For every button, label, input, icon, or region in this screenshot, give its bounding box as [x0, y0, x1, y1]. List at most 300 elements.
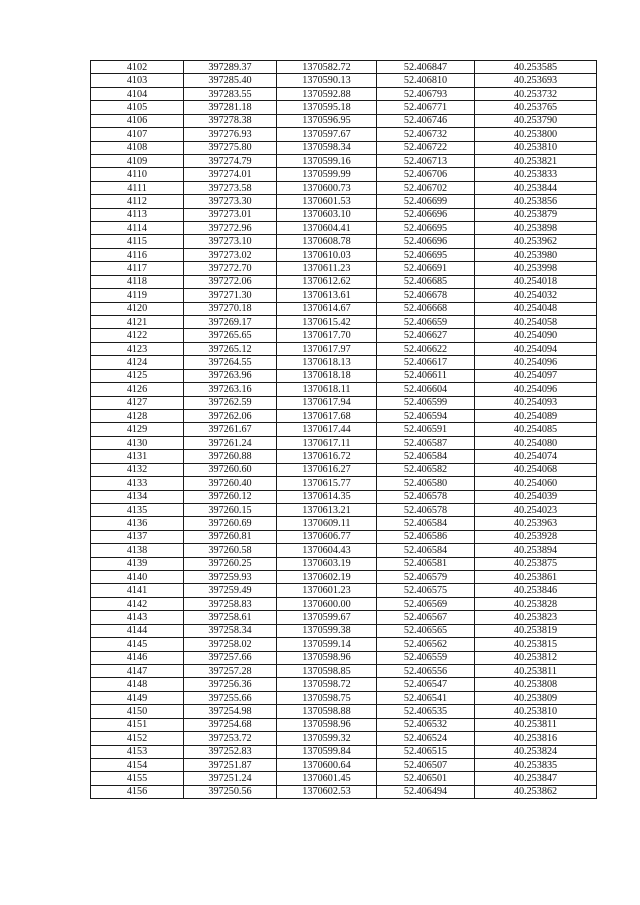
latitude-cell: 52.406678	[377, 289, 475, 302]
longitude-cell: 40.253928	[475, 530, 597, 543]
x-coordinate-cell: 397258.02	[184, 638, 277, 651]
point-number-cell: 4134	[91, 490, 184, 503]
table-row	[91, 87, 597, 100]
x-coordinate-cell: 397256.36	[184, 678, 277, 691]
table-row	[91, 128, 597, 141]
y-coordinate-cell: 1370598.34	[277, 141, 377, 154]
y-coordinate-cell: 1370613.61	[277, 289, 377, 302]
table-row	[91, 718, 597, 731]
longitude-cell: 40.254060	[475, 477, 597, 490]
y-coordinate-cell: 1370615.42	[277, 316, 377, 329]
y-coordinate-cell: 1370616.27	[277, 463, 377, 476]
coordinates-table-body	[91, 61, 597, 799]
latitude-cell: 52.406696	[377, 208, 475, 221]
y-coordinate-cell: 1370599.16	[277, 154, 377, 167]
table-row	[91, 396, 597, 409]
y-coordinate-cell: 1370604.43	[277, 544, 377, 557]
y-coordinate-cell: 1370603.10	[277, 208, 377, 221]
point-number-cell: 4119	[91, 289, 184, 302]
table-row	[91, 342, 597, 355]
x-coordinate-cell: 397251.87	[184, 758, 277, 771]
table-row	[91, 356, 597, 369]
x-coordinate-cell: 397255.66	[184, 691, 277, 704]
point-number-cell: 4152	[91, 732, 184, 745]
longitude-cell: 40.253835	[475, 758, 597, 771]
point-number-cell: 4154	[91, 758, 184, 771]
latitude-cell: 52.406604	[377, 383, 475, 396]
point-number-cell: 4118	[91, 275, 184, 288]
latitude-cell: 52.406584	[377, 450, 475, 463]
table-row	[91, 383, 597, 396]
point-number-cell: 4127	[91, 396, 184, 409]
table-row	[91, 664, 597, 677]
y-coordinate-cell: 1370617.68	[277, 409, 377, 422]
x-coordinate-cell: 397260.81	[184, 530, 277, 543]
longitude-cell: 40.253812	[475, 651, 597, 664]
table-row	[91, 530, 597, 543]
longitude-cell: 40.254068	[475, 463, 597, 476]
longitude-cell: 40.254089	[475, 409, 597, 422]
x-coordinate-cell: 397250.56	[184, 785, 277, 798]
x-coordinate-cell: 397272.06	[184, 275, 277, 288]
x-coordinate-cell: 397273.58	[184, 181, 277, 194]
latitude-cell: 52.406695	[377, 222, 475, 235]
y-coordinate-cell: 1370599.38	[277, 624, 377, 637]
table-row	[91, 450, 597, 463]
x-coordinate-cell: 397272.70	[184, 262, 277, 275]
y-coordinate-cell: 1370616.72	[277, 450, 377, 463]
latitude-cell: 52.406699	[377, 195, 475, 208]
point-number-cell: 4102	[91, 61, 184, 74]
longitude-cell: 40.253816	[475, 732, 597, 745]
x-coordinate-cell: 397273.02	[184, 248, 277, 261]
latitude-cell: 52.406562	[377, 638, 475, 651]
table-row	[91, 409, 597, 422]
table-row	[91, 248, 597, 261]
y-coordinate-cell: 1370592.88	[277, 87, 377, 100]
x-coordinate-cell: 397283.55	[184, 87, 277, 100]
y-coordinate-cell: 1370614.67	[277, 302, 377, 315]
x-coordinate-cell: 397260.40	[184, 477, 277, 490]
x-coordinate-cell: 397261.67	[184, 423, 277, 436]
x-coordinate-cell: 397273.10	[184, 235, 277, 248]
longitude-cell: 40.253879	[475, 208, 597, 221]
y-coordinate-cell: 1370599.32	[277, 732, 377, 745]
latitude-cell: 52.406556	[377, 664, 475, 677]
longitude-cell: 40.254093	[475, 396, 597, 409]
longitude-cell: 40.253980	[475, 248, 597, 261]
x-coordinate-cell: 397274.01	[184, 168, 277, 181]
x-coordinate-cell: 397278.38	[184, 114, 277, 127]
table-row	[91, 208, 597, 221]
longitude-cell: 40.253811	[475, 664, 597, 677]
table-row	[91, 222, 597, 235]
longitude-cell: 40.253846	[475, 584, 597, 597]
y-coordinate-cell: 1370598.88	[277, 705, 377, 718]
point-number-cell: 4150	[91, 705, 184, 718]
point-number-cell: 4109	[91, 154, 184, 167]
point-number-cell: 4106	[91, 114, 184, 127]
table-row	[91, 705, 597, 718]
longitude-cell: 40.253828	[475, 597, 597, 610]
x-coordinate-cell: 397262.06	[184, 409, 277, 422]
table-row	[91, 316, 597, 329]
y-coordinate-cell: 1370617.94	[277, 396, 377, 409]
x-coordinate-cell: 397262.59	[184, 396, 277, 409]
table-row	[91, 275, 597, 288]
longitude-cell: 40.253821	[475, 154, 597, 167]
x-coordinate-cell: 397263.16	[184, 383, 277, 396]
latitude-cell: 52.406847	[377, 61, 475, 74]
longitude-cell: 40.254018	[475, 275, 597, 288]
longitude-cell: 40.253962	[475, 235, 597, 248]
table-row	[91, 235, 597, 248]
table-row	[91, 624, 597, 637]
table-row	[91, 745, 597, 758]
x-coordinate-cell: 397261.24	[184, 436, 277, 449]
latitude-cell: 52.406746	[377, 114, 475, 127]
x-coordinate-cell: 397265.12	[184, 342, 277, 355]
table-row	[91, 463, 597, 476]
table-row	[91, 477, 597, 490]
table-row	[91, 597, 597, 610]
table-row	[91, 785, 597, 798]
y-coordinate-cell: 1370602.53	[277, 785, 377, 798]
y-coordinate-cell: 1370599.67	[277, 611, 377, 624]
latitude-cell: 52.406627	[377, 329, 475, 342]
latitude-cell: 52.406579	[377, 571, 475, 584]
y-coordinate-cell: 1370595.18	[277, 101, 377, 114]
y-coordinate-cell: 1370613.21	[277, 503, 377, 516]
point-number-cell: 4132	[91, 463, 184, 476]
table-row	[91, 758, 597, 771]
x-coordinate-cell: 397281.18	[184, 101, 277, 114]
longitude-cell: 40.253856	[475, 195, 597, 208]
latitude-cell: 52.406584	[377, 517, 475, 530]
point-number-cell: 4129	[91, 423, 184, 436]
latitude-cell: 52.406578	[377, 503, 475, 516]
longitude-cell: 40.253809	[475, 691, 597, 704]
latitude-cell: 52.406501	[377, 772, 475, 785]
table-row	[91, 195, 597, 208]
x-coordinate-cell: 397273.30	[184, 195, 277, 208]
longitude-cell: 40.253847	[475, 772, 597, 785]
latitude-cell: 52.406591	[377, 423, 475, 436]
y-coordinate-cell: 1370598.72	[277, 678, 377, 691]
x-coordinate-cell: 397254.98	[184, 705, 277, 718]
x-coordinate-cell: 397264.55	[184, 356, 277, 369]
latitude-cell: 52.406559	[377, 651, 475, 664]
table-row	[91, 638, 597, 651]
latitude-cell: 52.406586	[377, 530, 475, 543]
point-number-cell: 4151	[91, 718, 184, 731]
longitude-cell: 40.253963	[475, 517, 597, 530]
table-row	[91, 168, 597, 181]
point-number-cell: 4139	[91, 557, 184, 570]
point-number-cell: 4113	[91, 208, 184, 221]
point-number-cell: 4146	[91, 651, 184, 664]
longitude-cell: 40.253823	[475, 611, 597, 624]
x-coordinate-cell: 397273.01	[184, 208, 277, 221]
y-coordinate-cell: 1370598.96	[277, 718, 377, 731]
y-coordinate-cell: 1370618.11	[277, 383, 377, 396]
point-number-cell: 4145	[91, 638, 184, 651]
table-row	[91, 544, 597, 557]
table-row	[91, 691, 597, 704]
table-row	[91, 181, 597, 194]
table-row	[91, 329, 597, 342]
latitude-cell: 52.406584	[377, 544, 475, 557]
longitude-cell: 40.254039	[475, 490, 597, 503]
latitude-cell: 52.406594	[377, 409, 475, 422]
y-coordinate-cell: 1370608.78	[277, 235, 377, 248]
table-row	[91, 772, 597, 785]
longitude-cell: 40.254085	[475, 423, 597, 436]
table-row	[91, 302, 597, 315]
point-number-cell: 4116	[91, 248, 184, 261]
table-row	[91, 289, 597, 302]
point-number-cell: 4155	[91, 772, 184, 785]
latitude-cell: 52.406541	[377, 691, 475, 704]
table-row	[91, 154, 597, 167]
table-row	[91, 611, 597, 624]
latitude-cell: 52.406668	[377, 302, 475, 315]
point-number-cell: 4114	[91, 222, 184, 235]
latitude-cell: 52.406581	[377, 557, 475, 570]
table-row	[91, 678, 597, 691]
latitude-cell: 52.406532	[377, 718, 475, 731]
point-number-cell: 4105	[91, 101, 184, 114]
longitude-cell: 40.253875	[475, 557, 597, 570]
point-number-cell: 4111	[91, 181, 184, 194]
y-coordinate-cell: 1370602.19	[277, 571, 377, 584]
latitude-cell: 52.406535	[377, 705, 475, 718]
latitude-cell: 52.406771	[377, 101, 475, 114]
y-coordinate-cell: 1370598.96	[277, 651, 377, 664]
x-coordinate-cell: 397257.66	[184, 651, 277, 664]
longitude-cell: 40.253833	[475, 168, 597, 181]
longitude-cell: 40.254094	[475, 342, 597, 355]
x-coordinate-cell: 397258.61	[184, 611, 277, 624]
y-coordinate-cell: 1370582.72	[277, 61, 377, 74]
y-coordinate-cell: 1370614.35	[277, 490, 377, 503]
latitude-cell: 52.406578	[377, 490, 475, 503]
x-coordinate-cell: 397274.79	[184, 154, 277, 167]
coordinates-table	[90, 60, 597, 799]
longitude-cell: 40.254096	[475, 356, 597, 369]
y-coordinate-cell: 1370612.62	[277, 275, 377, 288]
point-number-cell: 4147	[91, 664, 184, 677]
point-number-cell: 4156	[91, 785, 184, 798]
y-coordinate-cell: 1370609.11	[277, 517, 377, 530]
point-number-cell: 4122	[91, 329, 184, 342]
x-coordinate-cell: 397257.28	[184, 664, 277, 677]
latitude-cell: 52.406793	[377, 87, 475, 100]
x-coordinate-cell: 397258.83	[184, 597, 277, 610]
y-coordinate-cell: 1370617.44	[277, 423, 377, 436]
point-number-cell: 4108	[91, 141, 184, 154]
x-coordinate-cell: 397260.25	[184, 557, 277, 570]
table-row	[91, 262, 597, 275]
y-coordinate-cell: 1370606.77	[277, 530, 377, 543]
latitude-cell: 52.406587	[377, 436, 475, 449]
y-coordinate-cell: 1370617.11	[277, 436, 377, 449]
longitude-cell: 40.254080	[475, 436, 597, 449]
table-row	[91, 584, 597, 597]
longitude-cell: 40.253862	[475, 785, 597, 798]
x-coordinate-cell: 397260.12	[184, 490, 277, 503]
y-coordinate-cell: 1370601.45	[277, 772, 377, 785]
point-number-cell: 4140	[91, 571, 184, 584]
x-coordinate-cell: 397259.93	[184, 571, 277, 584]
table-row	[91, 101, 597, 114]
longitude-cell: 40.253898	[475, 222, 597, 235]
longitude-cell: 40.254048	[475, 302, 597, 315]
latitude-cell: 52.406659	[377, 316, 475, 329]
x-coordinate-cell: 397260.60	[184, 463, 277, 476]
point-number-cell: 4141	[91, 584, 184, 597]
y-coordinate-cell: 1370600.64	[277, 758, 377, 771]
point-number-cell: 4124	[91, 356, 184, 369]
point-number-cell: 4136	[91, 517, 184, 530]
y-coordinate-cell: 1370600.00	[277, 597, 377, 610]
latitude-cell: 52.406695	[377, 248, 475, 261]
latitude-cell: 52.406691	[377, 262, 475, 275]
latitude-cell: 52.406722	[377, 141, 475, 154]
longitude-cell: 40.253811	[475, 718, 597, 731]
y-coordinate-cell: 1370610.03	[277, 248, 377, 261]
point-number-cell: 4137	[91, 530, 184, 543]
y-coordinate-cell: 1370618.13	[277, 356, 377, 369]
table-row	[91, 571, 597, 584]
point-number-cell: 4115	[91, 235, 184, 248]
y-coordinate-cell: 1370601.53	[277, 195, 377, 208]
longitude-cell: 40.253819	[475, 624, 597, 637]
y-coordinate-cell: 1370618.18	[277, 369, 377, 382]
point-number-cell: 4103	[91, 74, 184, 87]
x-coordinate-cell: 397260.69	[184, 517, 277, 530]
y-coordinate-cell: 1370590.13	[277, 74, 377, 87]
table-row	[91, 369, 597, 382]
latitude-cell: 52.406622	[377, 342, 475, 355]
y-coordinate-cell: 1370603.19	[277, 557, 377, 570]
table-row	[91, 141, 597, 154]
x-coordinate-cell: 397259.49	[184, 584, 277, 597]
longitude-cell: 40.254097	[475, 369, 597, 382]
x-coordinate-cell: 397276.93	[184, 128, 277, 141]
y-coordinate-cell: 1370604.41	[277, 222, 377, 235]
latitude-cell: 52.406732	[377, 128, 475, 141]
x-coordinate-cell: 397260.88	[184, 450, 277, 463]
x-coordinate-cell: 397260.58	[184, 544, 277, 557]
point-number-cell: 4110	[91, 168, 184, 181]
y-coordinate-cell: 1370615.77	[277, 477, 377, 490]
longitude-cell: 40.253790	[475, 114, 597, 127]
y-coordinate-cell: 1370598.75	[277, 691, 377, 704]
latitude-cell: 52.406565	[377, 624, 475, 637]
table-row	[91, 651, 597, 664]
y-coordinate-cell: 1370597.67	[277, 128, 377, 141]
longitude-cell: 40.253765	[475, 101, 597, 114]
y-coordinate-cell: 1370611.23	[277, 262, 377, 275]
longitude-cell: 40.253732	[475, 87, 597, 100]
point-number-cell: 4148	[91, 678, 184, 691]
point-number-cell: 4142	[91, 597, 184, 610]
table-row	[91, 423, 597, 436]
x-coordinate-cell: 397271.30	[184, 289, 277, 302]
latitude-cell: 52.406580	[377, 477, 475, 490]
y-coordinate-cell: 1370599.14	[277, 638, 377, 651]
point-number-cell: 4130	[91, 436, 184, 449]
longitude-cell: 40.254023	[475, 503, 597, 516]
x-coordinate-cell: 397289.37	[184, 61, 277, 74]
latitude-cell: 52.406713	[377, 154, 475, 167]
longitude-cell: 40.253844	[475, 181, 597, 194]
latitude-cell: 52.406582	[377, 463, 475, 476]
table-row	[91, 61, 597, 74]
y-coordinate-cell: 1370596.95	[277, 114, 377, 127]
table-row	[91, 557, 597, 570]
x-coordinate-cell: 397258.34	[184, 624, 277, 637]
point-number-cell: 4144	[91, 624, 184, 637]
point-number-cell: 4104	[91, 87, 184, 100]
point-number-cell: 4112	[91, 195, 184, 208]
longitude-cell: 40.253815	[475, 638, 597, 651]
y-coordinate-cell: 1370600.73	[277, 181, 377, 194]
latitude-cell: 52.406617	[377, 356, 475, 369]
latitude-cell: 52.406702	[377, 181, 475, 194]
x-coordinate-cell: 397253.72	[184, 732, 277, 745]
latitude-cell: 52.406567	[377, 611, 475, 624]
point-number-cell: 4133	[91, 477, 184, 490]
x-coordinate-cell: 397275.80	[184, 141, 277, 154]
point-number-cell: 4125	[91, 369, 184, 382]
y-coordinate-cell: 1370599.99	[277, 168, 377, 181]
latitude-cell: 52.406685	[377, 275, 475, 288]
latitude-cell: 52.406507	[377, 758, 475, 771]
point-number-cell: 4117	[91, 262, 184, 275]
table-row	[91, 114, 597, 127]
point-number-cell: 4126	[91, 383, 184, 396]
point-number-cell: 4121	[91, 316, 184, 329]
x-coordinate-cell: 397265.65	[184, 329, 277, 342]
point-number-cell: 4153	[91, 745, 184, 758]
point-number-cell: 4120	[91, 302, 184, 315]
longitude-cell: 40.254058	[475, 316, 597, 329]
latitude-cell: 52.406696	[377, 235, 475, 248]
point-number-cell: 4138	[91, 544, 184, 557]
latitude-cell: 52.406524	[377, 732, 475, 745]
point-number-cell: 4123	[91, 342, 184, 355]
longitude-cell: 40.254096	[475, 383, 597, 396]
x-coordinate-cell: 397272.96	[184, 222, 277, 235]
latitude-cell: 52.406599	[377, 396, 475, 409]
point-number-cell: 4149	[91, 691, 184, 704]
longitude-cell: 40.253894	[475, 544, 597, 557]
x-coordinate-cell: 397269.17	[184, 316, 277, 329]
longitude-cell: 40.253693	[475, 74, 597, 87]
longitude-cell: 40.254074	[475, 450, 597, 463]
longitude-cell: 40.253808	[475, 678, 597, 691]
x-coordinate-cell: 397260.15	[184, 503, 277, 516]
longitude-cell: 40.253800	[475, 128, 597, 141]
longitude-cell: 40.253824	[475, 745, 597, 758]
point-number-cell: 4128	[91, 409, 184, 422]
point-number-cell: 4135	[91, 503, 184, 516]
longitude-cell: 40.254090	[475, 329, 597, 342]
y-coordinate-cell: 1370601.23	[277, 584, 377, 597]
latitude-cell: 52.406515	[377, 745, 475, 758]
